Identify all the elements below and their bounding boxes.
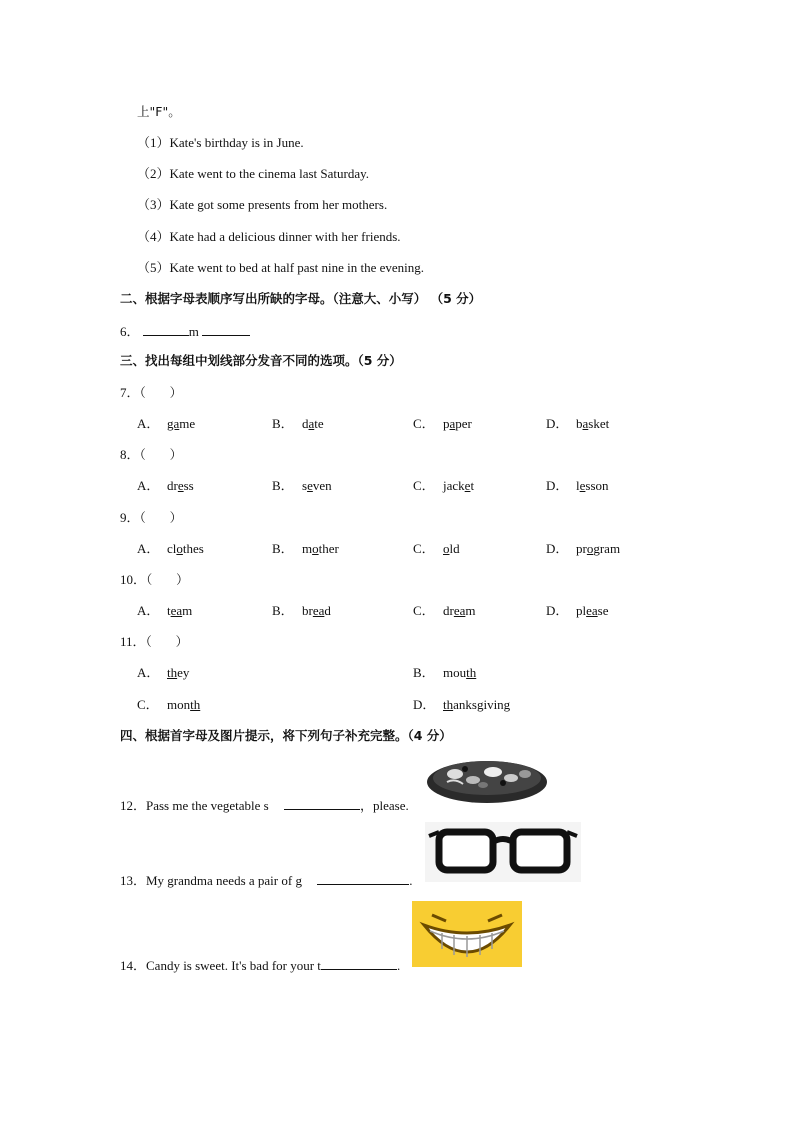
- q14-end: .: [396, 958, 401, 973]
- section-3-title: 三、找出每组中划线部分发音不同的选项。（5 分）: [120, 353, 402, 368]
- option-7-c[interactable]: [413, 416, 472, 432]
- word-suffix: gram: [593, 541, 621, 556]
- question-6: [120, 323, 250, 340]
- underlined-sound: ea: [453, 603, 466, 618]
- word-suffix: ey: [177, 665, 190, 680]
- option-letter: D．: [546, 603, 569, 618]
- word-suffix: m: [182, 603, 193, 618]
- q12-blank[interactable]: [284, 797, 360, 810]
- question-7-number: 7．: [120, 385, 140, 400]
- section-4-title: 四、根据首字母及图片提示，将下列句子补充完整。（4 分）: [120, 728, 452, 743]
- glasses-picture: [425, 822, 581, 886]
- word-prefix: jack: [443, 478, 465, 493]
- word-suffix: sket: [588, 416, 610, 431]
- word-suffix: te: [314, 416, 324, 431]
- question-7: [120, 385, 182, 401]
- word-prefix: br: [302, 603, 313, 618]
- vegetable-salad-picture: [425, 752, 553, 810]
- option-letter: C．: [413, 478, 435, 493]
- option-letter: D．: [413, 697, 436, 712]
- question-9-number: 9．: [120, 510, 140, 525]
- word-suffix: thes: [182, 541, 204, 556]
- underlined-sound: o: [586, 541, 594, 556]
- word-suffix: ven: [312, 478, 332, 493]
- answer-paren[interactable]: （ ）: [139, 510, 183, 525]
- underlined-sound: ea: [586, 603, 598, 618]
- option-letter: C．: [137, 697, 159, 712]
- underlined-sound: th: [466, 665, 477, 680]
- underlined-sound: a: [449, 416, 456, 431]
- question-8: [120, 447, 182, 463]
- option-10-b[interactable]: [272, 603, 331, 619]
- tf-item-2: （2）Kate went to the cinema last Saturday.: [137, 166, 370, 181]
- underlined-sound: e: [177, 478, 184, 493]
- option-9-d[interactable]: [546, 541, 620, 557]
- word-prefix: pl: [576, 603, 587, 618]
- option-letter: B．: [272, 603, 294, 618]
- underlined-sound: th: [167, 665, 178, 680]
- tf-item-5: （5）Kate went to bed at half past nine in the evening.: [137, 260, 425, 275]
- word-prefix: l: [576, 478, 580, 493]
- q6-blank-before[interactable]: [143, 323, 189, 336]
- underlined-sound: th: [443, 697, 454, 712]
- q6-blank-after[interactable]: [202, 323, 250, 336]
- q13-end: .: [409, 873, 413, 888]
- word-prefix: dr: [167, 478, 178, 493]
- question-10-number: 10．: [120, 572, 147, 587]
- word-prefix: mon: [167, 697, 191, 712]
- q14-blank[interactable]: [321, 957, 397, 970]
- option-9-a[interactable]: [137, 541, 204, 557]
- option-8-d[interactable]: [546, 478, 609, 494]
- option-letter: D．: [546, 416, 569, 431]
- word-prefix: p: [443, 416, 450, 431]
- question-8-number: 8．: [120, 447, 140, 462]
- word-prefix: mou: [443, 665, 467, 680]
- option-letter: D．: [546, 478, 569, 493]
- q13-text: 13．My grandma needs a pair of g: [120, 873, 302, 888]
- q14-text: 14．Candy is sweet. It's bad for your t: [120, 958, 321, 973]
- option-letter: B．: [272, 416, 294, 431]
- option-8-c[interactable]: [413, 478, 474, 494]
- option-letter: C．: [413, 541, 435, 556]
- q12-text: 12．Pass me the vegetable s: [120, 798, 269, 813]
- option-7-a[interactable]: [137, 416, 195, 432]
- word-suffix: d: [324, 603, 331, 618]
- question-11: [120, 634, 188, 650]
- word-suffix: t: [470, 478, 475, 493]
- word-prefix: cl: [167, 541, 177, 556]
- word-prefix: b: [576, 416, 583, 431]
- option-letter: A．: [137, 665, 160, 680]
- option-8-a[interactable]: [137, 478, 194, 494]
- option-letter: A．: [137, 541, 160, 556]
- option-9-c[interactable]: [413, 541, 460, 557]
- answer-paren[interactable]: （ ）: [146, 572, 189, 587]
- q13-blank[interactable]: [317, 872, 409, 885]
- underlined-sound: ea: [170, 603, 183, 618]
- option-letter: D．: [546, 541, 569, 556]
- tf-item-3: （3）Kate got some presents from her mothers.: [137, 197, 388, 212]
- underlined-sound: th: [190, 697, 201, 712]
- word-suffix: ther: [318, 541, 339, 556]
- option-11-b[interactable]: [413, 665, 476, 681]
- underlined-sound: ga: [167, 416, 180, 431]
- answer-paren[interactable]: （ ）: [139, 447, 183, 462]
- question-12: [120, 797, 409, 814]
- word-prefix: dr: [443, 603, 454, 618]
- option-8-b[interactable]: [272, 478, 332, 494]
- underlined-sound: e: [307, 478, 313, 493]
- word-prefix: s: [302, 478, 308, 493]
- word-suffix: me: [179, 416, 196, 431]
- question-9: [120, 510, 182, 526]
- option-letter: A．: [137, 603, 160, 618]
- option-7-d[interactable]: [546, 416, 609, 432]
- option-11-a[interactable]: [137, 665, 189, 681]
- word-suffix: ss: [183, 478, 194, 493]
- option-7-b[interactable]: [272, 416, 324, 432]
- option-letter: A．: [137, 416, 160, 431]
- smiling-teeth-picture: [412, 901, 522, 971]
- word-suffix: anksgiving: [453, 697, 511, 712]
- option-letter: B．: [272, 541, 294, 556]
- underlined-sound: a: [308, 416, 315, 431]
- word-prefix: m: [302, 541, 313, 556]
- option-letter: B．: [272, 478, 294, 493]
- option-11-c[interactable]: [137, 697, 200, 713]
- answer-paren[interactable]: （ ）: [139, 385, 183, 400]
- underlined-sound: o: [443, 541, 450, 556]
- word-suffix: se: [597, 603, 609, 618]
- option-11-d[interactable]: [413, 697, 510, 713]
- option-10-a[interactable]: [137, 603, 192, 619]
- option-10-c[interactable]: [413, 603, 476, 619]
- question-10: [120, 572, 189, 588]
- question-6-number: 6．: [120, 324, 140, 339]
- option-10-d[interactable]: [546, 603, 609, 619]
- question-14: [120, 957, 400, 974]
- word-suffix: sson: [585, 478, 609, 493]
- underlined-sound: a: [582, 416, 589, 431]
- answer-paren[interactable]: （ ）: [145, 634, 189, 649]
- word-suffix: m: [465, 603, 476, 618]
- word-prefix: t: [167, 603, 171, 618]
- underlined-sound: e: [464, 478, 471, 493]
- underlined-sound: o: [312, 541, 319, 556]
- underlined-sound: o: [176, 541, 183, 556]
- option-letter: C．: [413, 603, 435, 618]
- q6-letter: m: [188, 324, 199, 339]
- word-suffix: ld: [449, 541, 460, 556]
- question-13: [120, 872, 412, 889]
- section-2-title: 二、根据字母表顺序写出所缺的字母。（注意大、小写） （5 分）: [120, 291, 482, 306]
- word-prefix: d: [302, 416, 309, 431]
- underlined-sound: e: [579, 478, 586, 493]
- option-letter: B．: [413, 665, 435, 680]
- tf-instruction-tail: 上"F"。: [137, 104, 181, 119]
- word-suffix: per: [455, 416, 472, 431]
- word-prefix: pr: [576, 541, 587, 556]
- underlined-sound: ea: [312, 603, 325, 618]
- option-9-b[interactable]: [272, 541, 339, 557]
- tf-item-4: （4）Kate had a delicious dinner with her friends.: [137, 229, 401, 244]
- question-11-number: 11．: [120, 634, 146, 649]
- option-letter: A．: [137, 478, 160, 493]
- option-letter: C．: [413, 416, 435, 431]
- tf-item-1: （1）Kate's birthday is in June.: [137, 135, 304, 150]
- q12-end: ，please.: [360, 798, 409, 813]
